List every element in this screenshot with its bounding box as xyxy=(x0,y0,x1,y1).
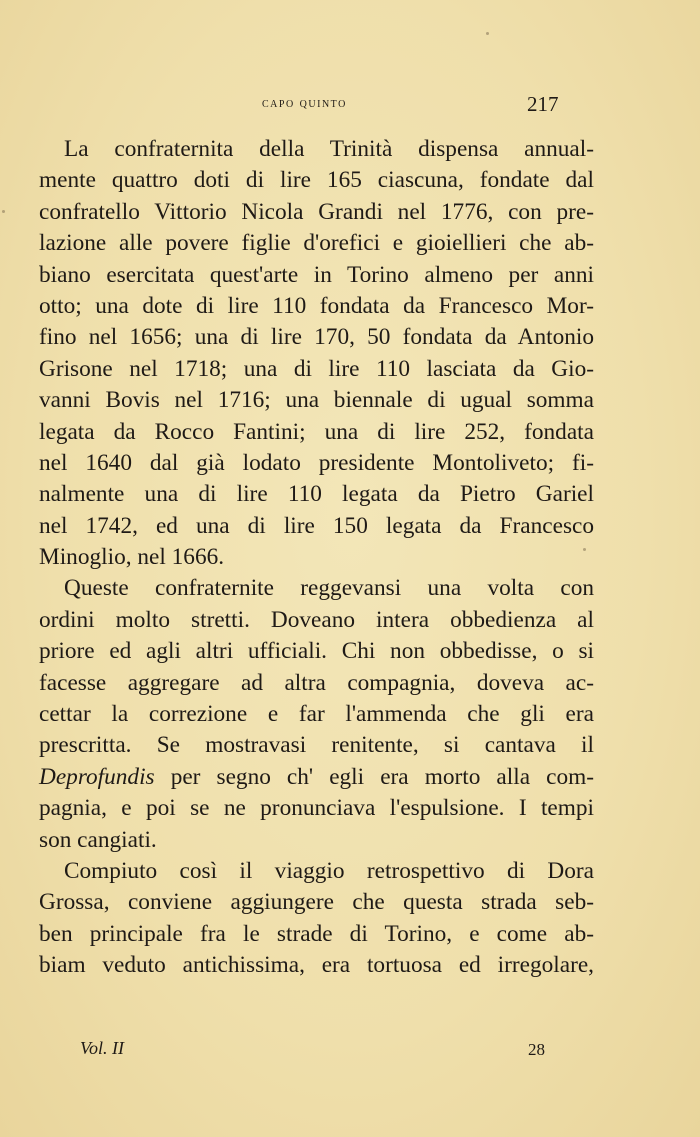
paper-speck xyxy=(486,32,489,35)
running-head xyxy=(0,92,700,122)
text-line: legata da Rocco Fantini; una di lire 252, fondata xyxy=(39,418,594,445)
text-line: Grisone nel 1718; una di lire 110 lasciata da Gio- xyxy=(39,355,594,382)
text-line: cettar la correzione e far l'ammenda che gli era xyxy=(39,701,594,728)
text-line: biano esercitata quest'arte in Torino almeno per anni xyxy=(39,261,594,288)
text-line: pagnia, e poi se ne pronunciava l'espulsione. I tempi xyxy=(39,795,594,822)
paper-speck xyxy=(583,548,586,551)
text-line: priore ed agli altri ufficiali. Chi non obbedisse, o si xyxy=(39,638,594,665)
text-line: Minoglio, nel 1666. xyxy=(39,544,225,571)
paper-speck xyxy=(2,210,5,213)
text-line: La confraternita della Trinità dispensa annual- xyxy=(64,136,594,162)
text-line: prescritta. Se mostravasi renitente, si cantava il xyxy=(39,732,594,759)
text-line: ben principale fra le strade di Torino, e come ab- xyxy=(39,920,594,947)
text-line: facesse aggregare ad altra compagnia, doveva ac- xyxy=(39,669,594,696)
text-line: son cangiati. xyxy=(39,826,157,853)
text-line: biam veduto antichissima, era tortuosa ed irregolare, xyxy=(39,952,594,979)
text-line-italic-start: Deprofundis per segno ch' egli era morto alla com- xyxy=(39,763,594,790)
text-line: nel 1640 dal già lodato presidente Montoliveto; fi- xyxy=(39,449,594,476)
text-line: lazione alle povere figlie d'orefici e gioiellieri che ab- xyxy=(39,230,594,257)
signature-mark: 28 xyxy=(528,1040,545,1059)
text-line: ordini molto stretti. Doveano intera obbedienza al xyxy=(39,606,594,633)
text-line: fino nel 1656; una di lire 170, 50 fondata da Antonio xyxy=(39,324,594,351)
page-number: 217 xyxy=(527,92,559,116)
italic-term: Deprofundis xyxy=(39,763,155,790)
text-line: vanni Bovis nel 1716; una biennale di ugual somma xyxy=(39,387,594,414)
running-title: capo quinto xyxy=(262,96,347,111)
body-text xyxy=(39,134,594,982)
text-line: confratello Vittorio Nicola Grandi nel 1776, con pre- xyxy=(39,198,594,225)
text-line: nalmente una di lire 110 legata da Pietro Gariel xyxy=(39,481,594,508)
text-line: Compiuto così il viaggio retrospettivo di Dora xyxy=(64,857,594,884)
text-line: Queste confraternite reggevansi una volta con xyxy=(64,575,594,602)
text-line: Grossa, conviene aggiungere che questa strada seb- xyxy=(39,889,594,916)
volume-label: Vol. II xyxy=(80,1038,124,1058)
text-line: otto; una dote di lire 110 fondata da Francesco Mor- xyxy=(39,292,594,319)
text-line: nel 1742, ed una di lire 150 legata da Francesco xyxy=(39,512,594,539)
text-line: mente quattro doti di lire 165 ciascuna, fondate dal xyxy=(39,167,594,194)
page-footer xyxy=(0,1038,700,1068)
